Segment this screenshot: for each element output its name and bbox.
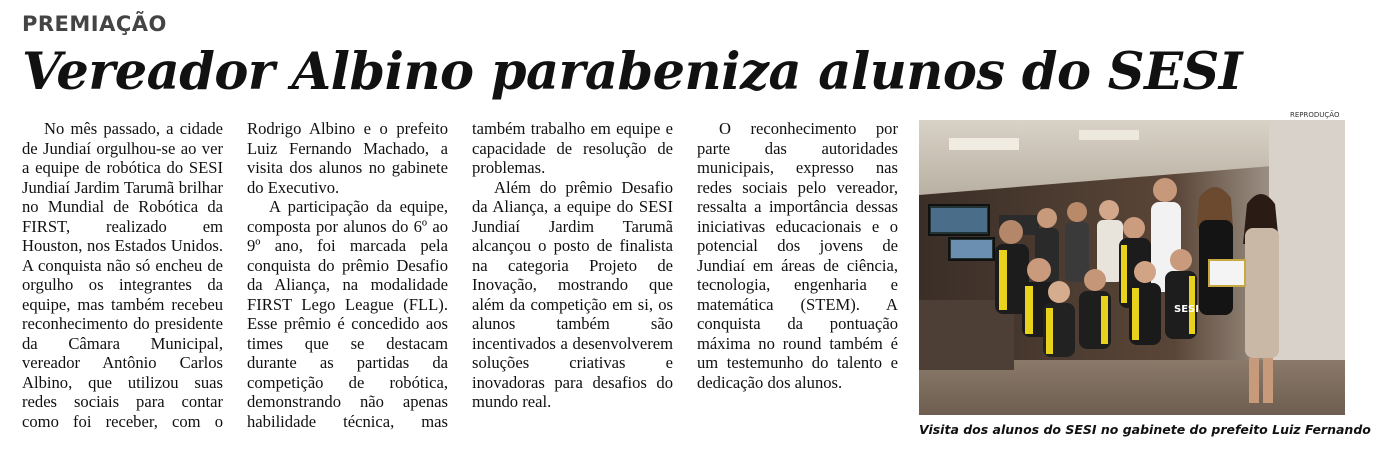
shirt-text: SESI xyxy=(1174,304,1199,315)
article-body xyxy=(22,119,898,449)
photo-credit: REPRODUÇÃO xyxy=(1290,111,1340,119)
body-paragraph-2: A participação da equipe, composta por alunos do 6º ao 9º ano, foi marcada pela conquista do prêmio Desafio da Aliança, na modalidade FIRST Lego League (FLL). Esse prêmio é concedido aos times que se destacam durante as partidas da competição de robótica, demonstrando não apenas habilidade técnica, mas também trabalho em equipe e capacidade de resolução de problemas. xyxy=(247,119,673,431)
body-paragraph-4: O reconhecimento por parte das autoridades municipais, expresso nas redes sociais pelo vereador, ressalta a importância dessas iniciativas educacionais e o potencial dos jovens de Jundiaí em áreas de ciência, tecnologia, engenharia e matemática (STEM). A conquista da pontuação máxima no round também é um testemunho do talento e dedicação dos alunos. xyxy=(697,119,898,392)
headline: Vereador Albino parabeniza alunos do SESI xyxy=(22,42,1243,102)
body-paragraph-3: Além do prêmio Desafio da Aliança, a equipe do SESI Jundiaí Jardim Tarumã alcançou o posto de finalista na categoria Projeto de Inovação, mostrando que além da competição em si, os alunos também são incentivados a desenvolverem soluções criativas e inovadoras para desafios do mundo real. xyxy=(472,177,673,411)
body-paragraph-1: No mês passado, a cidade de Jundiaí orgulhou-se ao ver a equipe de robótica do SESI Jundiaí Jardim Tarumã brilhar no Mundial de Robótica da FIRST, realizado em Houston, nos Estados Unidos. A conquista não só encheu de orgulho os integrantes da equipe, mas também recebeu reconhecimento do presidente da Câmara Municipal, vereador Antônio Carlos Albino, que utilizou suas redes sociais para contar como foi receber, com o Rodrigo Albino e o prefeito Luiz Fernando Machado, a visita dos alunos no gabinete do Executivo. xyxy=(22,119,448,431)
article-photo xyxy=(919,120,1345,415)
section-label: PREMIAÇÃO xyxy=(22,12,167,36)
photo-caption: Visita dos alunos do SESI no gabinete do prefeito Luiz Fernando xyxy=(919,422,1371,437)
photo-illustration xyxy=(919,120,1345,415)
